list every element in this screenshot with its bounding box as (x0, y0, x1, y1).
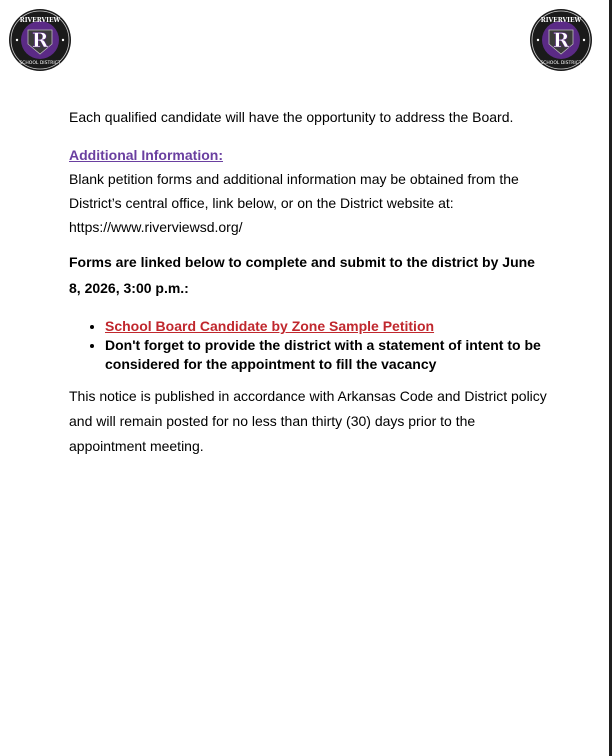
document-body (69, 105, 549, 459)
svg-text:SCHOOL DISTRICT: SCHOOL DISTRICT (540, 61, 582, 66)
svg-text:RIVERVIEW: RIVERVIEW (540, 17, 582, 24)
svg-text:R: R (31, 28, 49, 52)
list-item (105, 317, 549, 336)
statement-of-intent-reminder: Don't forget to provide the district with a statement of intent to be considered for the appointment to fill the vacancy (105, 337, 541, 372)
svg-text:SCHOOL DISTRICT: SCHOOL DISTRICT (19, 61, 61, 66)
list-item (105, 336, 549, 374)
district-logo-left (8, 8, 72, 72)
additional-info-heading-link[interactable]: Additional Information: (69, 147, 223, 163)
svg-text:R: R (552, 28, 570, 52)
closing-paragraph: This notice is published in accordance with Arkansas Code and District policy and will remain posted for no less than thirty (30) days prior to the appointment meeting. (69, 388, 547, 454)
intro-paragraph: Each qualified candidate will have the opportunity to address the Board. (69, 109, 514, 125)
forms-deadline-notice: Forms are linked below to complete and submit to the district by June 8, 2026, 3:00 p.m.: (69, 254, 535, 296)
additional-info-paragraph: Blank petition forms and additional information may be obtained from the District’s central office, link below, or on the District website at: https://www.riverviewsd.org/ (69, 171, 519, 235)
forms-list (69, 317, 549, 374)
district-logo-right (529, 8, 593, 72)
svg-text:RIVERVIEW: RIVERVIEW (19, 17, 61, 24)
sample-petition-link[interactable]: School Board Candidate by Zone Sample Petition (105, 318, 435, 334)
